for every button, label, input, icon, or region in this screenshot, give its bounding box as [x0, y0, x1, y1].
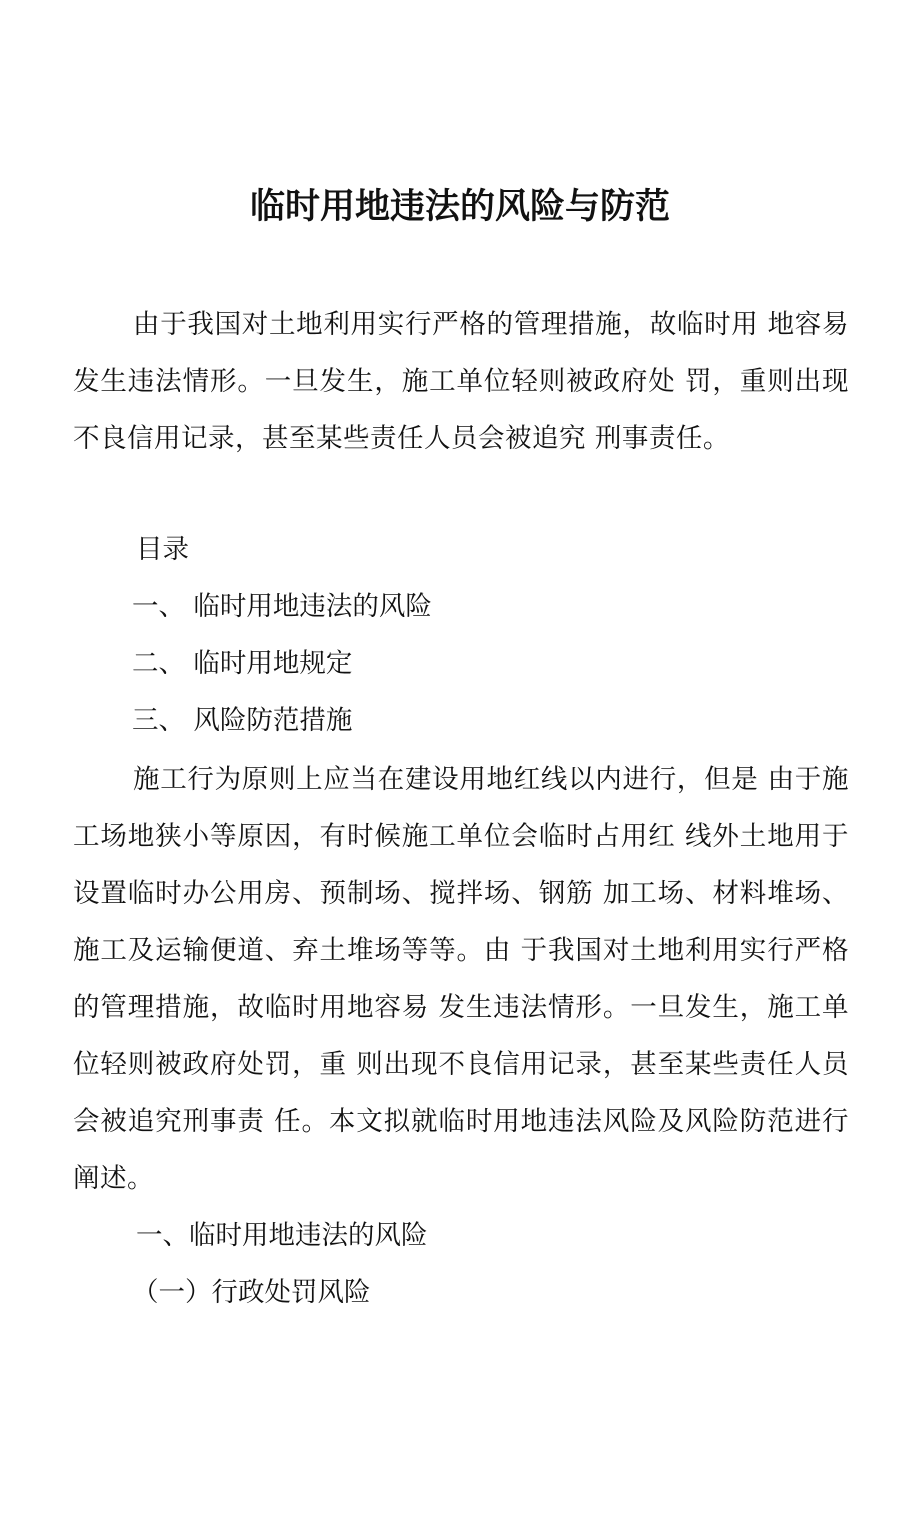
toc-heading: 目录: [136, 534, 189, 565]
toc-item-3: 三、 风险防范措施: [132, 705, 353, 736]
toc-item-2: 二、 临时用地规定: [132, 648, 353, 679]
section-1-heading: 一、临时用地违法的风险: [136, 1220, 428, 1251]
intro-paragraph: 由于我国对土地利用实行严格的管理措施，故临时用 地容易发生违法情形。一旦发生，施工单位轻则被政府处 罚，重则出现不良信用记录，甚至某些责任人员会被追究 刑事责任。: [73, 309, 849, 454]
document-title: 临时用地违法的风险与防范: [249, 186, 670, 227]
section-1-subheading: （一）行政处罚风险: [132, 1277, 371, 1308]
body-paragraph: 施工行为原则上应当在建设用地红线以内进行，但是 由于施工场地狭小等原因，有时候施工单位会临时占用红 线外土地用于设置临时办公用房、预制场、搅拌场、钢筋 加工场、材料堆场、施工及运输便道、弃土堆场等等。由 于我国对土地利用实行严格的管理措施，故临时用地容易 发生违法情形。一旦发生，施工单位轻则被政府处罚，重 则出现不良信用记录，甚至某些责任人员会被追究刑事责 任。本文拟就临时用地违法风险及风险防范进行阐述。: [73, 764, 849, 1194]
toc-item-1: 一、 临时用地违法的风险: [132, 591, 432, 622]
